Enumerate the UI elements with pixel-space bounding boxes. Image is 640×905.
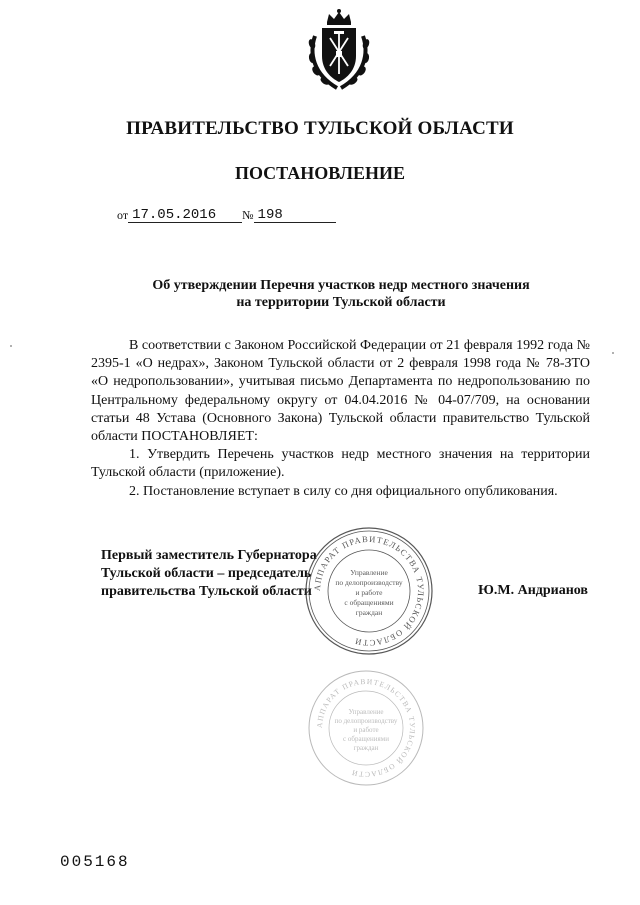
signatory-name: Ю.М. Андрианов [478,583,588,598]
subject-line-1: Об утверждении Перечня участков недр местного значения [152,278,530,293]
body-paragraph-3: 2. Постановление вступает в силу со дня официального опубликования. [129,483,558,499]
document-body [91,337,590,501]
signatory-title [101,547,317,601]
date-label: от [117,208,129,222]
stamp-center-line: с обращениями [344,598,394,607]
document-subject [100,277,582,311]
number-value: 198 [254,208,336,223]
registration-number: 005168 [60,853,130,871]
faint-stamp-center-line: и работе [353,726,379,734]
number-label: № [242,208,254,222]
body-paragraph-1: В соответствии с Законом Российской Федерации от 21 февраля 1992 года № 2395-1 «О недрах», Законом Тульской области от 2 февраля 1998 года № 78-ЗТО «О недропользовании», учитывая письмо Департамента по недропользованию по Центральному федеральному округу от 04.04.2016 № 04-07/709, на основании статьи 48 Устава (Основного Закона) Тульской области правительство Тульской области ПОСТАНОВЛЯЕТ: [91,338,590,445]
stamp-center-line: граждан [355,608,383,617]
faint-stamp-center-line: по делопроизводству [334,717,398,725]
faint-stamp-center-line: с обращениями [343,735,389,743]
scan-speck [10,345,12,347]
signatory-line-2: Тульской области – председатель [101,566,312,581]
faint-stamp-center-line: Управление [348,708,384,716]
body-paragraph-2: 1. Утвердить Перечень участков недр местного значения на территории Тульской области (приложение). [91,447,590,481]
stamp-ring-text: АППАРАТ ПРАВИТЕЛЬСТВА ТУЛЬСКОЙ ОБЛАСТИ [311,533,427,649]
stamp-center-line: и работе [355,588,383,597]
stamp-center-line: по делопроизводству [335,578,403,587]
signatory-line-3: правительства Тульской области [101,584,312,599]
coat-of-arms-icon [303,8,375,92]
date-value: 17.05.2016 [128,208,242,223]
faint-stamp-ring-text: АППАРАТ ПРАВИТЕЛЬСТВА ТУЛЬСКОЙ ОБЛАСТИ [314,676,418,780]
date-number-line [117,208,336,223]
faint-stamp-imprint [306,668,426,788]
official-stamp [303,525,435,657]
stamp-center-line: Управление [350,568,388,577]
subject-line-2: на территории Тульской области [236,295,446,310]
document-type: ПОСТАНОВЛЕНИЕ [234,163,406,183]
faint-stamp-center-line: граждан [353,744,379,752]
organization-title: ПРАВИТЕЛЬСТВО ТУЛЬСКОЙ ОБЛАСТИ [126,118,514,139]
scan-speck [612,352,614,354]
signatory-line-1: Первый заместитель Губернатора [101,548,317,563]
